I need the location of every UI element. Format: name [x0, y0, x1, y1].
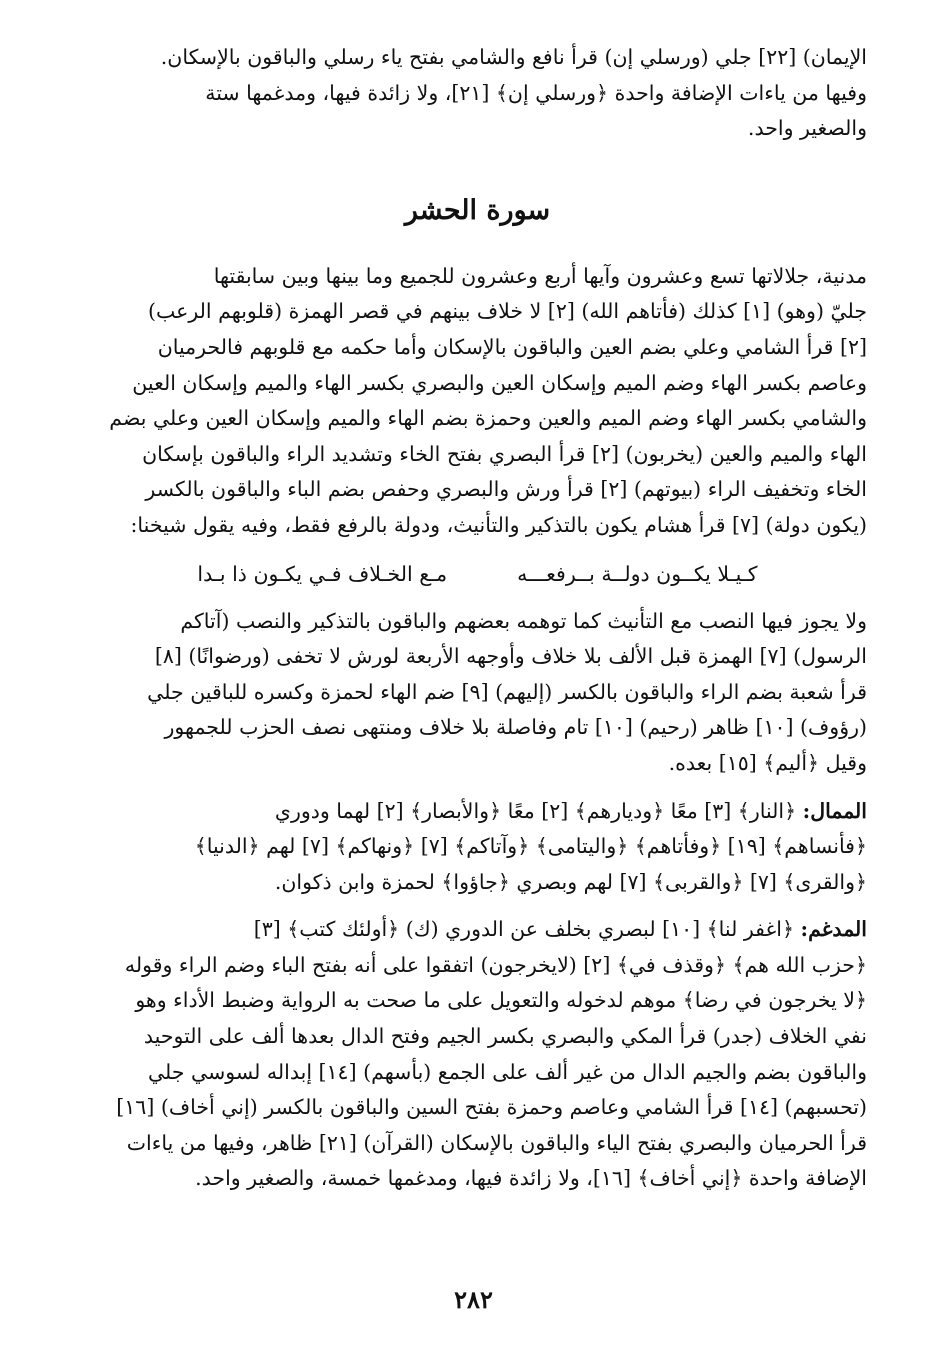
text-line: ﴿النار﴾ [٣] معًا ﴿وديارهم﴾ [٢] معًا ﴿والأبصار﴾ [٢] لهما ودوري	[274, 798, 797, 823]
text-line: الإضافة واحدة ﴿إني أخاف﴾ [١٦]، ولا زائدة فيها، ومدغمها خمسة، والصغير واحد.	[195, 1166, 867, 1191]
text-line: والباقون بضم والجيم الدال من غير ألف على الجمع (بأسهم) [١٤] إبداله لسوسي جلي	[147, 1059, 867, 1084]
text-line: وفيها من ياءات الإضافة واحدة ﴿ورسلي إن﴾ [٢١]، ولا زائدة فيها، ومدغمها ستة	[205, 80, 867, 105]
text-line: (تحسبهم) [١٤] قرأ الشامي وعاصم وحمزة بفتح السين والباقون بالكسر (إني أخاف) [١٦]	[116, 1095, 867, 1120]
text-line: قرأ الحرميان والبصري بفتح الياء والباقون بالإسكان (القرآن) [٢١] ظاهر، وفيها من ياءات	[126, 1130, 867, 1155]
text-line: ﴿اغفر لنا﴾ [١٠] لبصري بخلف عن الدوري (ك) ﴿أولئك كتب﴾ [٣]	[253, 917, 794, 942]
text-line: وعاصم بكسر الهاء وضم الميم وإسكان العين والبصري بكسر الهاء والميم وإسكان العين	[132, 370, 867, 395]
document-page	[88, 40, 867, 1367]
text-line: قرأ شعبة بضم الراء والباقون بالكسر (إليهم) [٩] ضم الهاء لحمزة وكسره للباقين جلي	[147, 679, 867, 704]
text-line: ﴿والقرى﴾ [٧] ﴿والقربى﴾ [٧] لهم وبصري ﴿جاؤوا﴾ لحمزة وابن ذكوان.	[274, 869, 867, 894]
surah-title: سورة الحشر	[404, 194, 551, 226]
text-line: الخاء وتخفيف الراء (بيوتهم) [٢] قرأ ورش والبصري وحفص بضم الباء والباقون بالكسر	[145, 477, 867, 502]
mudgham-paragraph	[88, 912, 867, 1197]
intro-paragraph	[88, 259, 867, 544]
text-line: [٢] قرأ الشامي وعلي بضم العين والباقون بالإسكان وأما حكمه مع قلوبهم فالحرميان	[157, 334, 867, 359]
mumal-paragraph	[88, 794, 867, 901]
text-line: مدنية، جلالاتها تسع وعشرون وآيها أربع وعشرون للجميع وما بينها وبين سابقتها	[213, 263, 867, 288]
text-line: الرسول) [٧] الهمزة قبل الألف بلا خلاف وأوجهه الأربعة لورش لا تخفى (ورضوانًا) [٨]	[154, 644, 867, 669]
text-line: (يكون دولة) [٧] قرأ هشام يكون بالتذكير والتأنيث، ودولة بالرفع فقط، وفيه يقول شيخنا:	[130, 512, 867, 537]
text-line: جليّ (وهو) [١] كذلك (فأتاهم الله) [٢] لا خلاف بينهم في قصر الهمزة (قلوبهم الرعب)	[148, 299, 867, 324]
mumal-label: الممال:	[802, 798, 867, 823]
text-line: وقيل ﴿أليم﴾ [١٥] بعده.	[668, 750, 867, 775]
page-number: ٢٨٢	[454, 1285, 493, 1314]
continuation-paragraph	[88, 604, 867, 782]
text-line: الهاء والميم والعين (يخربون) [٢] قرأ البصري بفتح الخاء وتشديد الراء والباقون بإسكان	[142, 441, 867, 466]
verse-second-hemistich: مـع الخـلاف فـي يكـون ذا بـدا	[197, 561, 448, 586]
text-line: ﴿حزب الله هم﴾ ﴿وقذف في﴾ [٢] (لايخرجون) اتفقوا على أنه بفتح الباء وضم الراء وقوله	[124, 952, 867, 977]
text-line: (رؤوف) [١٠] ظاهر (رحيم) [١٠] تام وفاصلة بلا خلاف ومنتهى نصف الحزب للجمهور	[164, 715, 867, 740]
text-line: والصغير واحد.	[747, 116, 867, 141]
top-paragraph	[88, 40, 867, 147]
mudgham-label: المدغم:	[800, 917, 867, 942]
poetry-verse	[88, 556, 867, 592]
text-line: ﴿لا يخرجون في رضا﴾ موهم لدخوله والتعويل على ما صحت به الرواية وضبط الأداء وهو	[135, 988, 867, 1013]
text-line: نفي الخلاف (جدر) قرأ المكي والبصري بكسر الجيم وفتح الدال بعدها ألف على التوحيد	[143, 1024, 867, 1049]
text-line: والشامي بكسر الهاء وضم الميم والعين وحمزة بضم الهاء والميم وإسكان العين وعلي بضم	[109, 406, 867, 431]
text-line: الإيمان) [٢٢] جلي (ورسلي إن) قرأ نافع والشامي بفتح ياء رسلي والباقون بالإسكان.	[160, 45, 867, 69]
text-line: ﴿فأنساهم﴾ [١٩] ﴿وفأتاهم﴾ ﴿واليتامى﴾ ﴿وآتاكم﴾ [٧] ﴿ونهاكم﴾ [٧] لهم ﴿الدنيا﴾	[194, 834, 867, 859]
verse-first-hemistich: كـيـلا يكــون دولــة بــرفعـــه	[517, 561, 758, 586]
text-line: ولا يجوز فيها النصب مع التأنيث كما توهمه بعضهم والباقون بالتذكير والنصب (آتاكم	[180, 608, 867, 633]
